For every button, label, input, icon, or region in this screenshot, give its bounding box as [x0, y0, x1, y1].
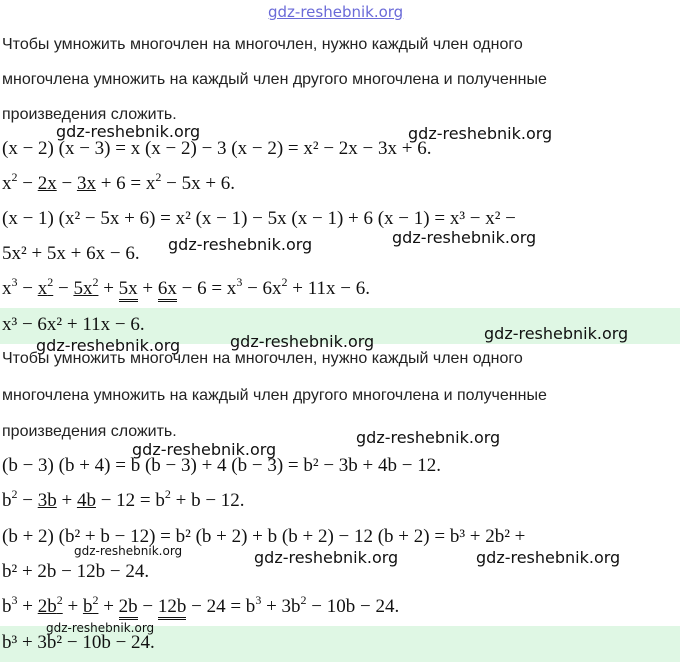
- answer-2: b³ + 3b² − 10b − 24.: [2, 632, 155, 653]
- rule-text-line-2b: многочлена умножить на каждый член другого многочлена и полученные: [2, 387, 547, 404]
- equation-4: $x^3 - x^2 - 5x^2 + 5x + 6x - 6 = x^3 - 6x^2 + 11x - 6$.: [2, 278, 370, 300]
- watermark: gdz-reshebnik.org: [484, 324, 629, 343]
- equation-b2: $b^2 - 3b + 4b - 12 = b^2 + b - 12$.: [2, 487, 245, 511]
- equation-b3-line-1: (b + 2) (b² + b − 12) = b² (b + 2) + b (b + 2) − 12 (b + 2) = b³ + 2b² +: [2, 526, 526, 547]
- watermark: gdz-reshebnik.org: [46, 621, 155, 635]
- rule-text-line-2: многочлена умножить на каждый член другого многочлена и полученные: [2, 71, 547, 88]
- equation-3-line-1: (x − 1) (x² − 5x + 6) = x² (x − 1) − 5x (x − 1) + 6 (x − 1) = x³ − x² −: [2, 208, 516, 229]
- watermark: gdz-reshebnik.org: [56, 122, 201, 141]
- watermark: gdz-reshebnik.org: [254, 548, 399, 567]
- rule-text-line-3b: произведения сложить.: [2, 423, 177, 440]
- watermark: gdz-reshebnik.org: [74, 544, 183, 558]
- equation-3-line-2: 5x² + 5x + 6x − 6.: [2, 243, 140, 264]
- watermark: gdz-reshebnik.org: [36, 336, 181, 355]
- watermark: gdz-reshebnik.org: [132, 440, 277, 459]
- equation-1: (x − 2) (x − 3) = x (x − 2) − 3 (x − 2) = x² − 2x − 3x + 6.: [2, 138, 432, 159]
- equation-b3-line-2: b² + 2b − 12b − 24.: [2, 561, 150, 582]
- equation-b1: (b − 3) (b + 4) = b (b − 3) + 4 (b − 3) = b² − 3b + 4b − 12.: [2, 455, 441, 476]
- watermark: gdz-reshebnik.org: [230, 332, 375, 351]
- site-header-link[interactable]: gdz-reshebnik.org: [268, 3, 404, 21]
- answer-1: x³ − 6x² + 11x − 6.: [2, 314, 145, 335]
- watermark: gdz-reshebnik.org: [392, 228, 537, 247]
- watermark: gdz-reshebnik.org: [168, 235, 313, 254]
- equation-2: $x^2 - 2x - 3x + 6 = x^2 - 5x + 6$.: [2, 170, 236, 194]
- rule-text-line-3: произведения сложить.: [2, 106, 177, 123]
- watermark: gdz-reshebnik.org: [476, 548, 621, 567]
- watermark: gdz-reshebnik.org: [408, 124, 553, 143]
- rule-text-line-1: Чтобы умножить многочлен на многочлен, нужно каждый член одного: [2, 36, 523, 53]
- equation-b4: $b^3 + 2b^2 + b^2 + 2b - 12b - 24 = b^3 + 3b^2 - 10b - 24$.: [2, 596, 399, 618]
- rule-text-line-1b: Чтобы умножить многочлен на многочлен, нужно каждый член одного: [2, 350, 523, 367]
- watermark: gdz-reshebnik.org: [356, 428, 501, 447]
